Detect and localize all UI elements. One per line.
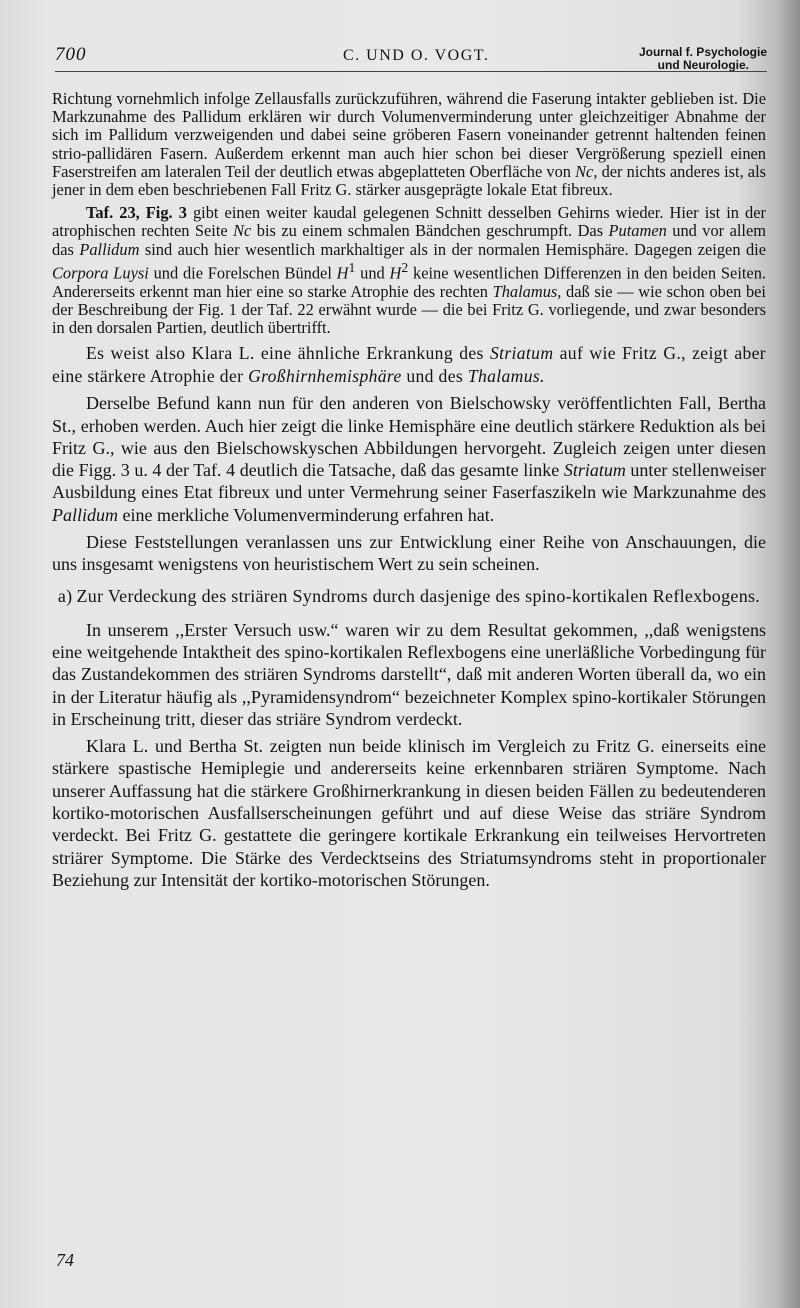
signature-mark: 74 bbox=[56, 1250, 74, 1270]
section-title: Zur Verdeckung des striären Syndroms durch dasjenige des spino-kortikalen Reflexbogens. bbox=[76, 585, 761, 606]
text-run: auf wie Fritz G., zeigt aber eine stärkere Atrophie der bbox=[52, 343, 766, 386]
text-run: eine merkliche Volumenverminderung erfahren hat. bbox=[118, 504, 495, 525]
text-run: keine wesentlichen Differenzen in den beiden Seiten. Andererseits erkennt man hier eine so starke Atrophie des rechten bbox=[52, 263, 766, 301]
term-h2: H bbox=[389, 263, 402, 283]
paragraph-7: Klara L. und Bertha St. zeigten nun beide klinisch im Vergleich zu Fritz G. einerseits eine stärkere spastische Hemiplegie und andererseits keine erkennbaren striären Symptome. Nach unserer Auffassung hat die stärkere Großhirnerkrankung in diesen beiden Fällen zu bedeutenderen kortiko-motorischen Ausfallserscheinungen geführt und auf diese Weise das striäre Syndrom verdeckt. Bei Fritz G. gestattete die geringere kortikale Erkrankung ein teilweises Hervortreten striärer Symptome. Die Stärke des Verdecktseins des Striatumsyndroms steht in proportionaler Beziehung zur Intensität der kortiko-motorischen Störungen. bbox=[52, 736, 766, 890]
text-run: sind auch hier wesentlich markhaltiger als in der normalen Hemisphäre. Dagegen zeigen die bbox=[139, 239, 766, 259]
running-header bbox=[55, 40, 767, 80]
journal-name bbox=[639, 46, 767, 72]
text-run: und des bbox=[401, 365, 468, 386]
body-text bbox=[52, 90, 766, 896]
superscript: 1 bbox=[348, 259, 356, 275]
superscript: 2 bbox=[401, 259, 409, 275]
journal-line-2: und Neurologie. bbox=[657, 58, 749, 72]
term-putamen: Putamen bbox=[608, 221, 667, 241]
text-run: Derselbe Befund kann nun für den anderen von Bielschowsky veröffentlichten Fall, Bertha St., erhoben werden. Auch hier zeigt die linke Hemisphäre eine deutlich stärkere Reduktion als bei Fritz G., wie aus den Bielschowskyschen Abbildungen hervorgeht. Zugleich zeigen unter diesen die Figg. 3 u. 4 der Taf. 4 deutlich die Tatsache, daß das gesamte linke bbox=[52, 393, 766, 481]
section-heading bbox=[52, 585, 766, 607]
text-run: bis zu einem schmalen Bändchen geschrumpft. Das bbox=[251, 221, 609, 241]
text-run: unter stellenweiser Ausbildung eines Etat fibreux und unter Vermehrung seiner Faserfaszikeln wie Markzunahme des bbox=[52, 460, 766, 503]
paragraph-6: In unserem ,,Erster Versuch usw.“ waren wir zu dem Resultat gekommen, ,,daß wenigstens eine weitgehende Intaktheit des spino-kortikalen Reflexbogens eine unerläßliche Vorbedingung für das Zustandekommen des striären Syndroms darstellt“, daß mit anderen Worten überall da, wo ein in der Literatur häufig als ,,Pyramidensyndrom“ bezeichneter Komplex spino-kortikaler Störungen in Erscheinung tritt, dieser das striäre Syndrom verdeckt. bbox=[52, 619, 766, 729]
paragraph-5: Diese Feststellungen veranlassen uns zur Entwicklung einer Reihe von Anschauungen, die uns insgesamt wenigstens von heuristischem Wert zu sein scheinen. bbox=[52, 532, 766, 575]
paragraph-4 bbox=[52, 392, 766, 526]
term-nc: Nc, bbox=[575, 161, 598, 181]
term-thalamus: Thalamus, bbox=[492, 281, 562, 301]
text-run: und vor allem das bbox=[52, 221, 766, 259]
section-number: a) bbox=[57, 585, 73, 606]
running-title-authors: C. UND O. VOGT. bbox=[343, 47, 490, 64]
text-run: der nichts anderes ist, als jener in dem eben beschriebenen Fall Fritz G. stärker ausgeprägte lokale Etat fibreux. bbox=[52, 161, 766, 200]
paragraph-1 bbox=[52, 90, 766, 199]
term-h1: H bbox=[336, 263, 349, 283]
text-run: gibt einen weiter kaudal gelegenen Schnitt desselben Gehirns wieder. Hier ist in der atrophischen rechten Seite bbox=[52, 203, 766, 241]
term-grosshirnhemisphaere: Großhirnhemisphäre bbox=[248, 365, 402, 386]
text-run: und bbox=[355, 263, 390, 283]
header-rule bbox=[55, 71, 767, 72]
text-run: Es weist also Klara L. eine ähnliche Erkrankung des bbox=[86, 343, 490, 364]
term-thalamus: Thalamus. bbox=[467, 365, 545, 386]
page-number: 700 bbox=[55, 44, 87, 65]
term-striatum: Striatum bbox=[489, 343, 554, 364]
plate-reference: Taf. 23, Fig. 3 bbox=[86, 203, 187, 223]
text-run: Richtung vornehmlich infolge Zellausfalls zurückzuführen, während die Faserung intakter geblieben ist. Die Markzunahme des Pallidum erklären wir durch Volumenverminderung unter gleichzeitiger Abnahme der sich im Pallidum verzweigenden und dabei seine gröberen Fasern voneinander getrennt haltenden feinen strio-pallidären Fasern. Außerdem erkennt man auch hier schon bei dieser Vergrößerung speziell einen Faserstreifen am lateralen Teil der deutlich etwas abgeplatteten Oberfläche von bbox=[52, 89, 766, 181]
term-pallidum: Pallidum bbox=[79, 239, 140, 259]
paragraph-2 bbox=[52, 204, 766, 337]
journal-line-1: Journal f. Psychologie bbox=[638, 45, 767, 59]
term-corpora-luysi: Corpora Luysi bbox=[52, 263, 149, 283]
term-striatum: Striatum bbox=[563, 460, 626, 481]
text-run: daß sie — wie schon oben bei der Beschreibung der Fig. 1 der Taf. 22 erwähnt wurde — die bei Fritz G. vorliegende, und zwar besonders in den dorsalen Partien, deutlich übertrifft. bbox=[52, 281, 766, 337]
paragraph-3 bbox=[52, 342, 766, 387]
term-pallidum: Pallidum bbox=[52, 504, 118, 525]
text-run: und die Forelschen Bündel bbox=[148, 263, 337, 283]
term-nc: Nc bbox=[233, 221, 252, 241]
